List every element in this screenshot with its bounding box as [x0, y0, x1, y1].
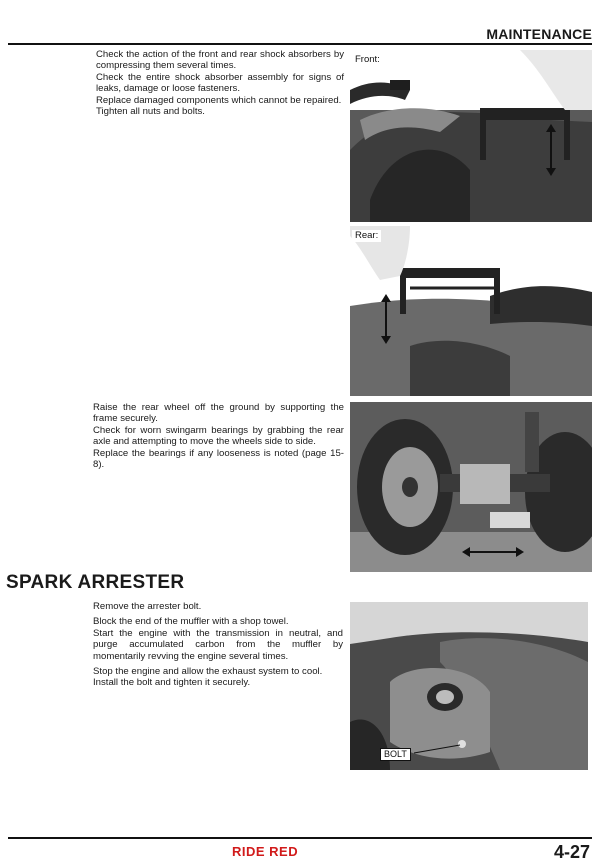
front-shock-photo [350, 50, 592, 222]
page-number: 4-27 [553, 842, 590, 862]
shock-step-3: Replace damaged components which cannot be repaired. [96, 94, 342, 106]
arrester-step-1: Remove the arrester bolt. [93, 601, 202, 612]
swingarm-check-text [93, 402, 344, 470]
shock-step-2: Check the entire shock absorber assembly for signs of leaks, damage or loose fasteners. [96, 71, 344, 95]
swingarm-step-1: Raise the rear wheel off the ground by supporting the frame securely. [93, 402, 344, 425]
arrester-step-4: Stop the engine and allow the exhaust system to cool. [93, 666, 323, 678]
shock-step-4: Tighten all nuts and bolts. [96, 106, 205, 118]
section-title: MAINTENANCE [486, 26, 592, 42]
shock-step-1: Check the action of the front and rear shock absorbers by compressing them several times. [96, 49, 344, 72]
shock-check-text [96, 49, 344, 117]
swingarm-step-3: Replace the bearings if any looseness is noted (page 15-8). [93, 447, 344, 471]
arrester-step-2: Block the end of the muffler with a shop towel. [93, 616, 289, 628]
arrester-step-3: Start the engine with the transmission in neutral, and purge accumulated carbon from the muffler by momentarily revving the engine several times. [93, 627, 343, 662]
swingarm-step-2: Check for worn swingarm bearings by grabbing the rear axle and attempting to move the wheels side to side. [93, 424, 344, 448]
spark-arrester-text [93, 601, 343, 689]
front-label: Front: [352, 54, 383, 66]
footer-rule [8, 837, 592, 839]
footer-brand: RIDE RED [232, 844, 299, 859]
arrester-step-5: Install the bolt and tighten it securely. [93, 677, 251, 689]
spark-arrester-photo [350, 602, 588, 770]
rear-shock-photo [350, 226, 592, 396]
bolt-label: BOLT [380, 748, 411, 761]
swingarm-photo [350, 402, 592, 572]
spark-arrester-heading: SPARK ARRESTER [6, 572, 185, 593]
header-rule [8, 43, 592, 45]
rear-label: Rear: [352, 230, 381, 242]
